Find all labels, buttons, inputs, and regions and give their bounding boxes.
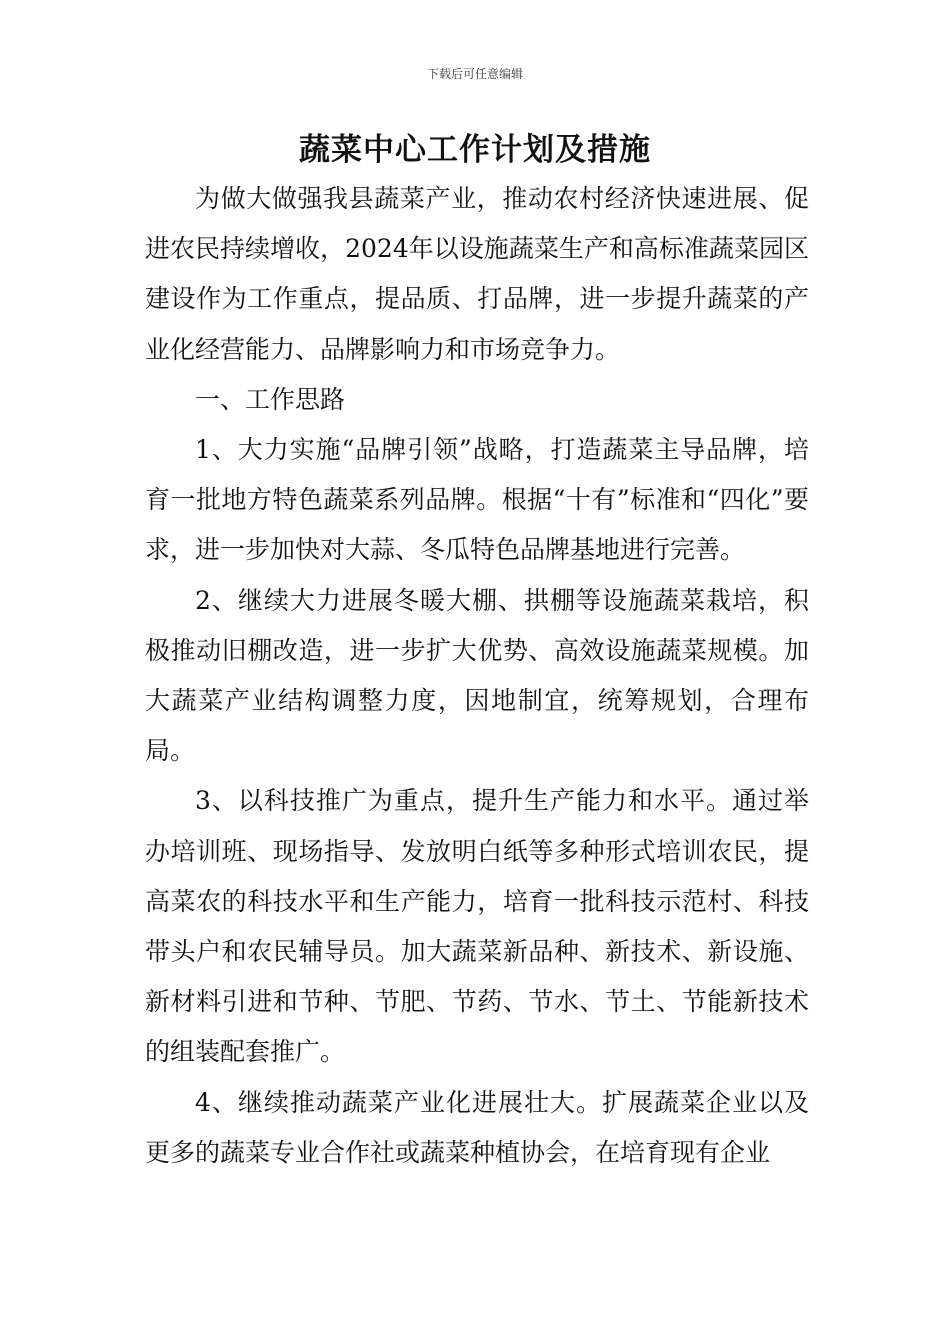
paragraph-item-2: 2、继续大力进展冬暖大棚、拱棚等设施蔬菜栽培，积极推动旧棚改造，进一步扩大优势、高效设施蔬菜规模。加大蔬菜产业结构调整力度，因地制宜，统筹规划，合理布局。 xyxy=(145,585,809,766)
document-title: 蔬菜中心工作计划及措施 xyxy=(299,132,651,168)
document-body xyxy=(145,174,809,1178)
section-heading-work-ideas: 一、工作思路 xyxy=(195,384,346,414)
paragraph-item-4: 4、继续推动蔬菜产业化进展壮大。扩展蔬菜企业以及更多的蔬菜专业合作社或蔬菜种植协会，在培育现有企业 xyxy=(145,1087,809,1167)
paragraph-item-3: 3、以科技推广为重点，提升生产能力和水平。通过举办培训班、现场指导、发放明白纸等多种形式培训农民，提高菜农的科技水平和生产能力，培育一批科技示范村、科技带头户和农民辅导员。加大蔬菜新品种、新技术、新设施、新材料引进和节种、节肥、节药、节水、节土、节能新技术的组装配套推广。 xyxy=(145,786,809,1067)
paragraph-intro: 为做大做强我县蔬菜产业，推动农村经济快速进展、促进农民持续增收，2024年以设施蔬菜生产和高标准蔬菜园区建设作为工作重点，提品质、打品牌，进一步提升蔬菜的产业化经营能力、品牌影响力和市场竞争力。 xyxy=(145,184,809,364)
paragraph-item-1: 1、大力实施“品牌引领”战略，打造蔬菜主导品牌，培育一批地方特色蔬菜系列品牌。根据“十有”标准和“四化”要求，进一步加快对大蒜、冬瓜特色品牌基地进行完善。 xyxy=(145,435,809,565)
header-note: 下载后可任意编辑 xyxy=(426,67,523,81)
